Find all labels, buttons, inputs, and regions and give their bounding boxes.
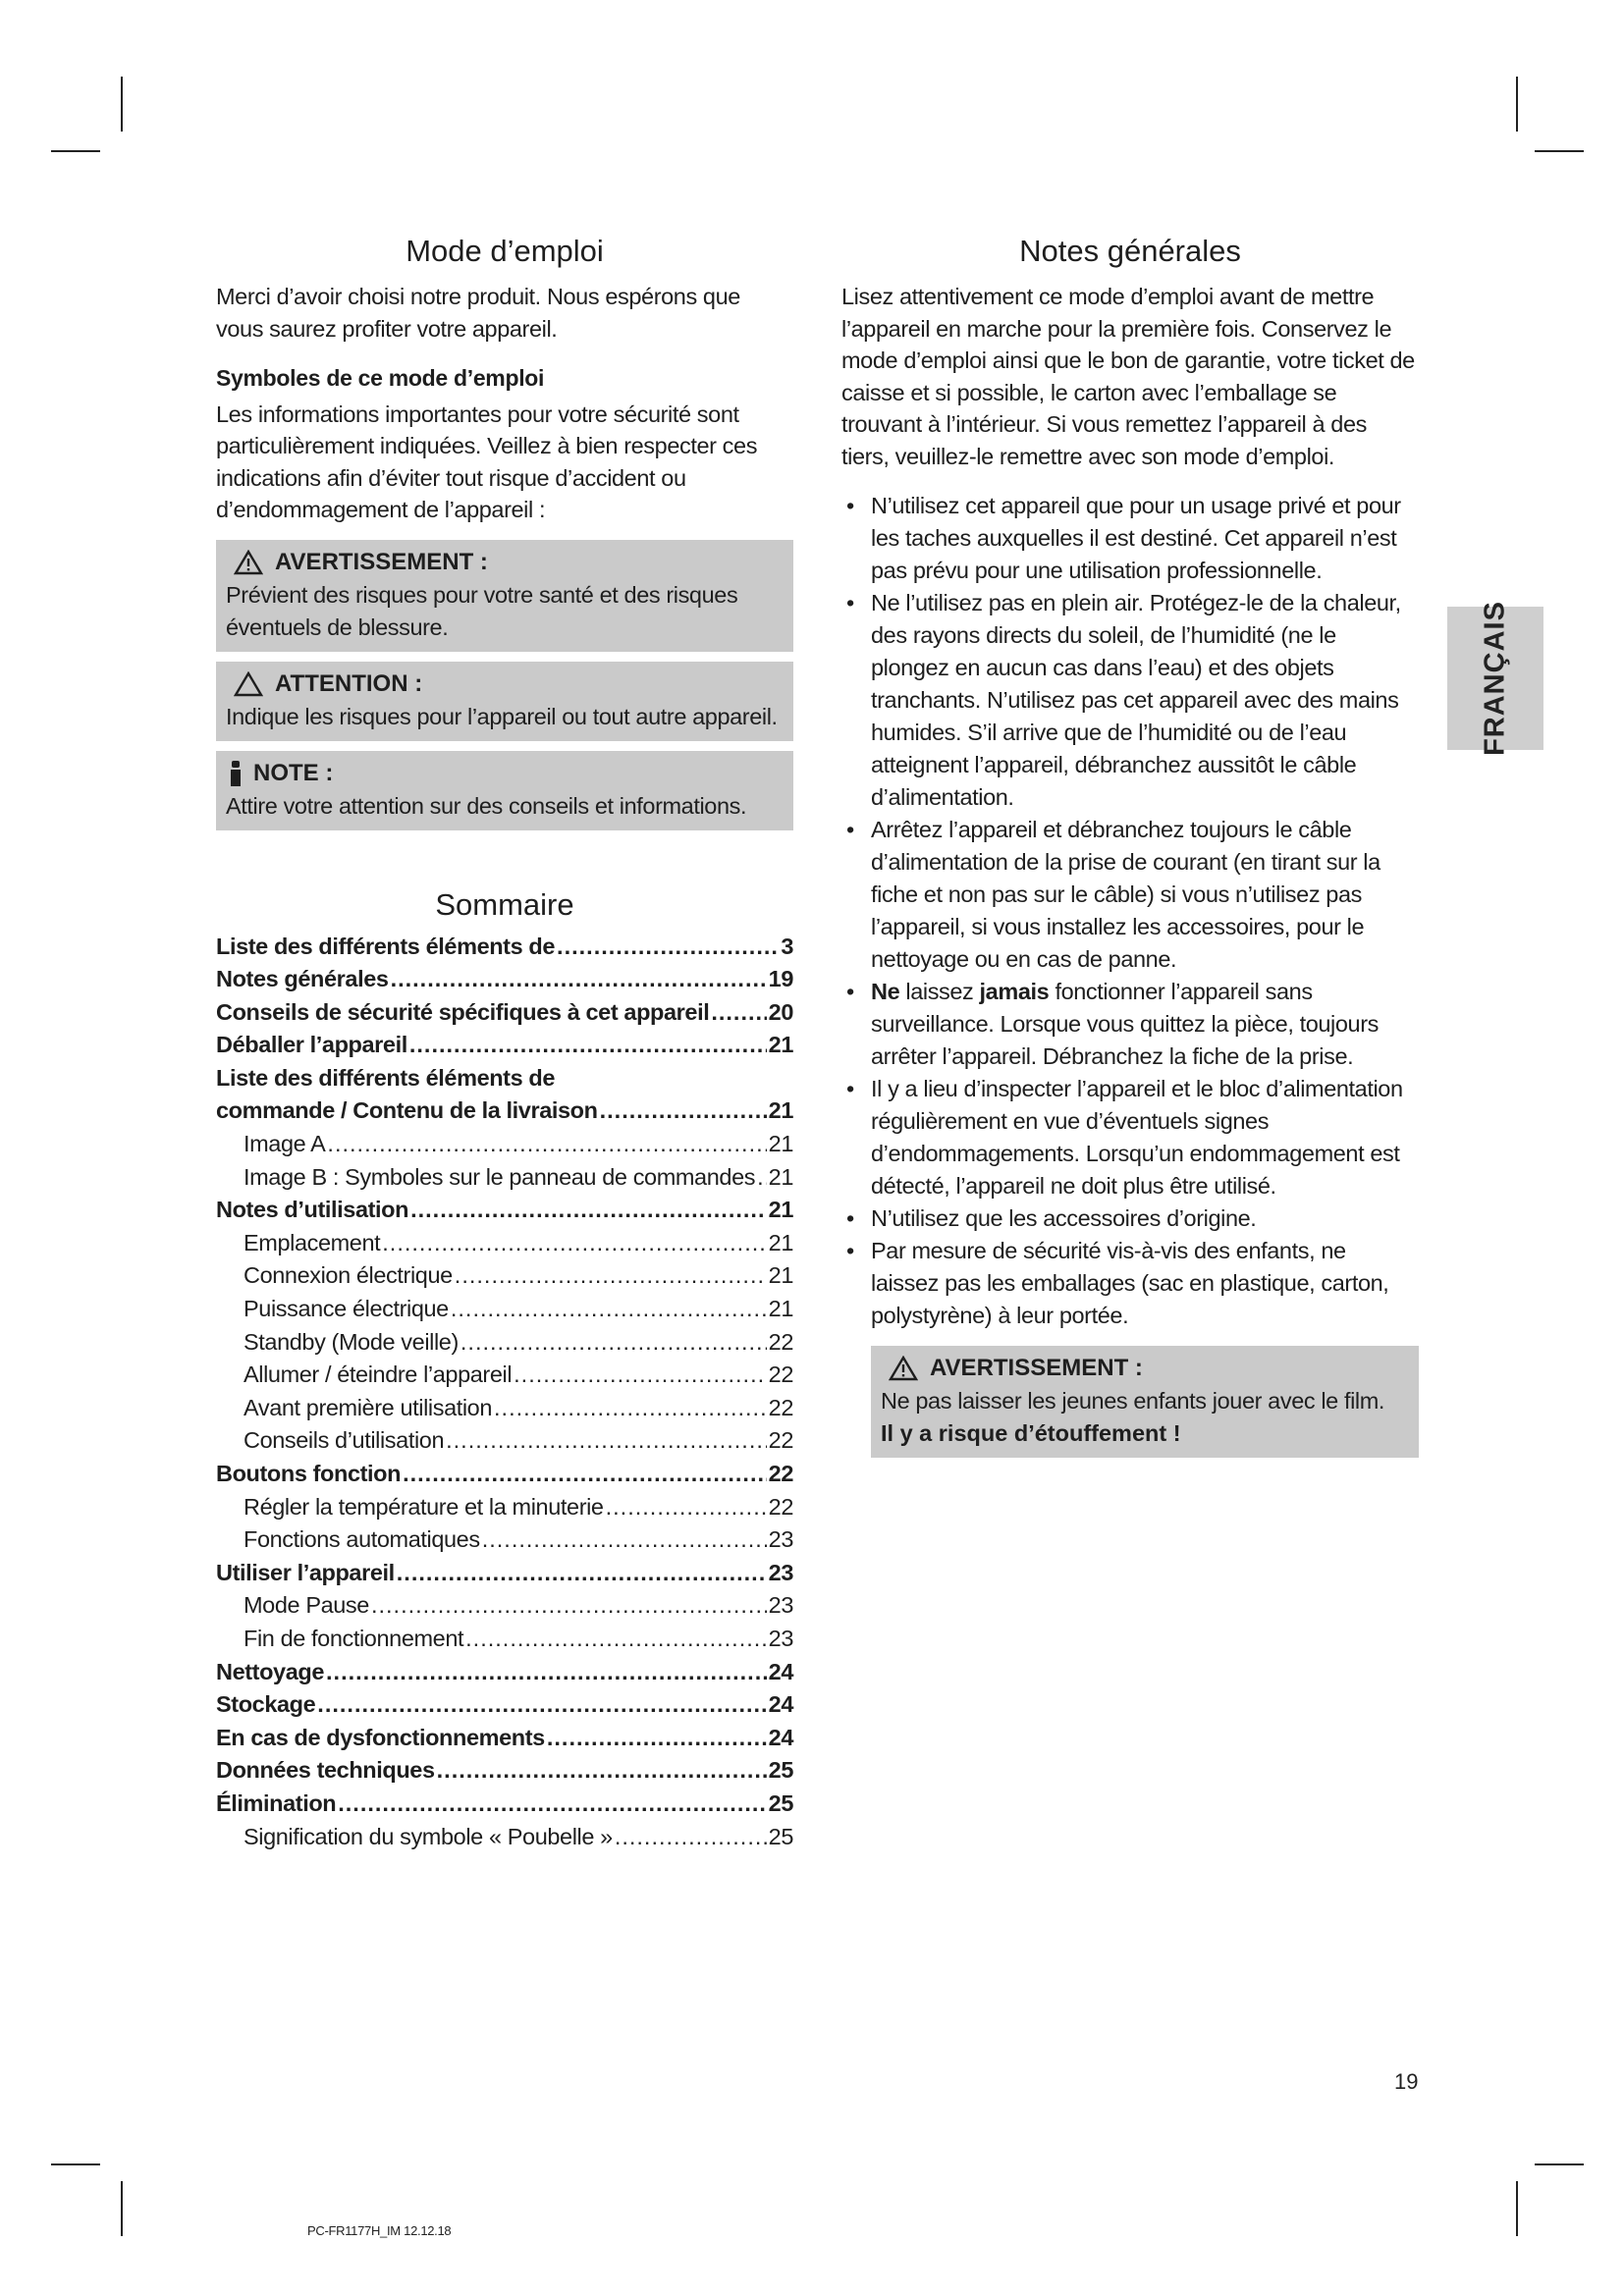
safety-list — [841, 490, 1419, 1332]
list-item-text: fonctionner l’appareil sans surveillance. Lorsque vous quittez la pièce, toujours arrêter l’appareil. Débranchez la fiche de la prise. — [871, 979, 1379, 1069]
page-number: 19 — [1394, 2069, 1419, 2094]
crop-mark — [51, 2163, 100, 2165]
child-warning-label: AVERTISSEMENT : — [930, 1355, 1143, 1381]
crop-mark — [1535, 2163, 1584, 2165]
toc-subentry: Avant première utilisation ..... 22 — [216, 1392, 793, 1425]
toc-subentry: Standby (Mode veille) ..... 22 — [216, 1326, 793, 1360]
child-warning-text: Ne pas laisser les jeunes enfants jouer avec le film. — [881, 1388, 1385, 1414]
toc-subentry: Image A ..... 21 — [216, 1128, 793, 1161]
warning-triangle-icon — [889, 1356, 918, 1381]
toc-subentry: Fonctions automatiques ..... 23 — [216, 1523, 793, 1557]
toc-entry: Stockage ..... 24 — [216, 1688, 793, 1722]
toc-entry: Nettoyage ..... 24 — [216, 1656, 793, 1689]
list-item: • N’utilisez que les accessoires d’origine. — [841, 1202, 1419, 1235]
crop-mark — [121, 2181, 123, 2236]
list-item-bold: Ne — [871, 979, 900, 1004]
toc-subentry: Mode Pause ..... 23 — [216, 1589, 793, 1623]
toc-entry: Données techniques ..... 25 — [216, 1754, 793, 1788]
toc-entry: En cas de dysfonctionnements ..... 24 — [216, 1722, 793, 1755]
child-warning-box — [871, 1346, 1419, 1458]
info-icon — [230, 761, 242, 786]
list-item: • N’utilisez cet appareil que pour un usage privé et pour les taches auxquelles il est destiné. Cet appareil n’est pas prévu pour une utilisation professionnelle. — [841, 490, 1419, 587]
right-column — [841, 234, 1419, 1458]
note-box-head — [226, 757, 784, 790]
attention-label: ATTENTION : — [275, 669, 423, 697]
caution-triangle-icon — [234, 671, 263, 697]
toc-subentry: Signification du symbole « Poubelle » ..... 25 — [216, 1821, 793, 1854]
toc-entry: Notes générales ..... 19 — [216, 963, 793, 996]
document-code: PC-FR1177H_IM 12.12.18 — [307, 2223, 452, 2238]
toc-subentry: Fin de fonctionnement ..... 23 — [216, 1623, 793, 1656]
toc-subentry: Régler la température et la minuterie ..... 22 — [216, 1491, 793, 1524]
warning-text: Prévient des risques pour votre santé et des risques éventuels de blessure. — [226, 581, 738, 640]
toc-entry-line1: Liste des différents éléments de — [216, 1064, 556, 1091]
list-item: • Il y a lieu d’inspecter l’appareil et le bloc d’alimentation régulièrement en vue d’éventuels signes d’endommagements. Lorsqu’un endommagement est détecté, l’appareil ne doit plus être utilisé. — [841, 1073, 1419, 1202]
toc-subentry: Emplacement ..... 21 — [216, 1227, 793, 1260]
language-tab — [1447, 601, 1543, 756]
warning-box-head — [226, 546, 784, 579]
crop-mark — [1516, 77, 1518, 132]
attention-box-head — [226, 667, 784, 701]
toc-subentry: Conseils d’utilisation ..... 22 — [216, 1424, 793, 1458]
note-box — [216, 751, 793, 830]
toc-subentry: Allumer / éteindre l’appareil ..... 22 — [216, 1359, 793, 1392]
crop-mark — [1516, 2181, 1518, 2236]
list-item — [841, 976, 1419, 1073]
crop-mark — [121, 77, 123, 132]
child-warning-emphasis: Il y a risque d’étouffement ! — [881, 1420, 1181, 1446]
toc-entry: Élimination ..... 25 — [216, 1788, 793, 1821]
sommaire-title: Sommaire — [435, 886, 574, 922]
intro-text: Merci d’avoir choisi notre produit. Nous espérons que vous saurez profiter votre appareil. — [216, 284, 740, 342]
general-intro: Lisez attentivement ce mode d’emploi avant de mettre l’appareil en marche pour la première fois. Conservez le mode d’emploi ainsi que le bon de garantie, votre ticket de caisse et si possible, le carton avec l’emballage se trouvant à l’intérieur. Si vous remettez l’appareil à des tiers, veuillez-le remettre avec son mode d’emploi. — [841, 284, 1415, 469]
language-label: FRANÇAIS — [1479, 601, 1511, 756]
toc-entry: Boutons fonction ..... 22 — [216, 1458, 793, 1491]
list-item-bold: jamais — [979, 979, 1050, 1004]
crop-mark — [51, 150, 100, 152]
toc-entry: Notes d’utilisation ..... 21 — [216, 1194, 793, 1227]
symbols-heading: Symboles de ce mode d’emploi — [216, 365, 545, 391]
list-item: • Ne l’utilisez pas en plein air. Protégez-le de la chaleur, des rayons directs du soleil, de l’humidité (ne le plongez en aucun cas dans l’eau) et des objets tranchants. N’utilisez pas cet appareil avec des mains humides. S’il arrive que de l’humidité ou de l’eau atteignent l’appareil, débranchez aussitôt le câble d’alimentation. — [841, 587, 1419, 814]
toc-entry: Utiliser l’appareil ..... 23 — [216, 1557, 793, 1590]
list-item: • Arrêtez l’appareil et débranchez toujours le câble d’alimentation de la prise de courant (en tirant sur la fiche et non pas sur le câble) si vous n’utilisez pas l’appareil, si vous installez les accessoires, pour le nettoyage ou en cas de panne. — [841, 814, 1419, 976]
toc-entry: Liste des différents éléments de ..... 3 — [216, 931, 793, 964]
note-text: Attire votre attention sur des conseils et informations. — [226, 792, 747, 819]
notes-generales-title: Notes générales — [1019, 234, 1241, 268]
mode-emploi-title: Mode d’emploi — [406, 234, 604, 268]
symbols-text: Les informations importantes pour votre sécurité sont particulièrement indiquées. Veillez à bien respecter ces indications afin d’éviter tout risque d’accident ou d’endommagement de l’appareil : — [216, 400, 758, 522]
toc-entry: Conseils de sécurité spécifiques à cet appareil ..... 20 — [216, 996, 793, 1030]
toc-entry: commande / Contenu de la livraison ..... 21 — [216, 1095, 793, 1128]
toc-entry: Déballer l’appareil ..... 21 — [216, 1029, 793, 1062]
warning-label: AVERTISSEMENT : — [275, 548, 488, 575]
child-warning-head — [881, 1352, 1409, 1385]
attention-box — [216, 662, 793, 741]
note-label: NOTE : — [253, 759, 334, 786]
toc-subentry: Image B : Symboles sur le panneau de commandes ..... 21 — [216, 1161, 793, 1195]
table-of-contents — [216, 931, 793, 1854]
toc-subentry: Puissance électrique ..... 21 — [216, 1293, 793, 1326]
left-column — [216, 234, 793, 1853]
warning-box — [216, 540, 793, 652]
warning-triangle-icon — [234, 550, 263, 575]
list-item: • Par mesure de sécurité vis-à-vis des enfants, ne laissez pas les emballages (sac en plastique, carton, polystyrène) à leur portée. — [841, 1235, 1419, 1332]
attention-text: Indique les risques pour l’appareil ou tout autre appareil. — [226, 703, 778, 729]
crop-mark — [1535, 150, 1584, 152]
toc-subentry: Connexion électrique ..... 21 — [216, 1259, 793, 1293]
list-item-text: laissez — [899, 979, 980, 1004]
